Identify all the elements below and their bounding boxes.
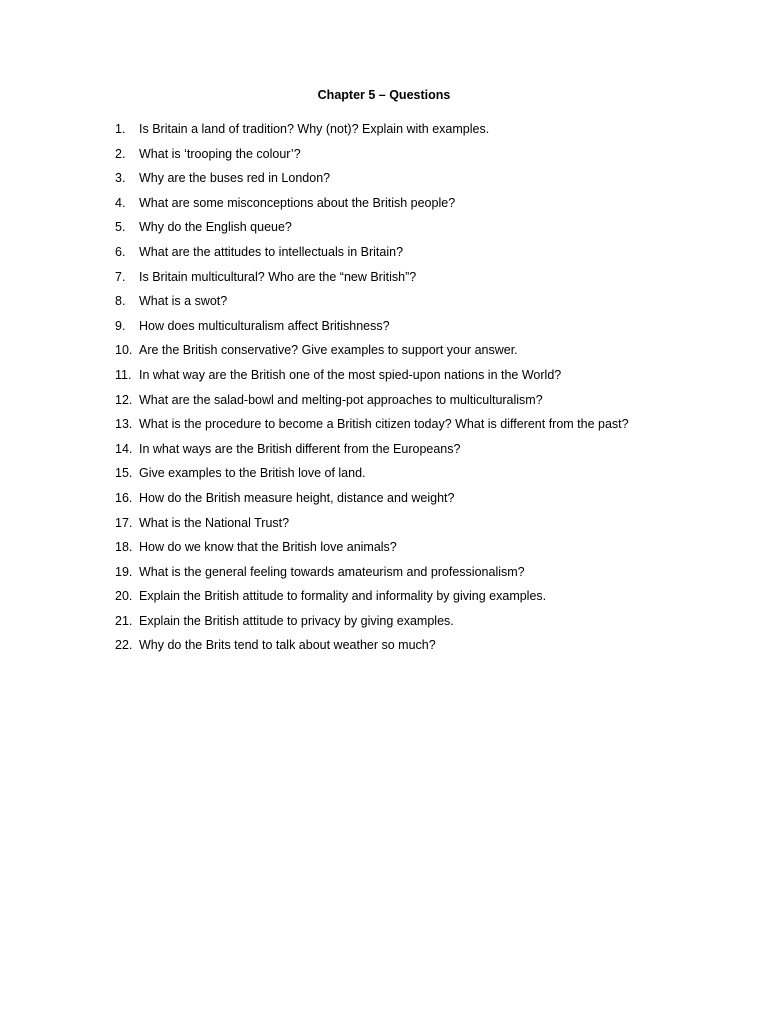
question-number: 11. bbox=[115, 367, 132, 382]
list-item bbox=[115, 441, 715, 466]
list-item bbox=[115, 121, 715, 146]
question-text: What are the salad-bowl and melting-pot approaches to multiculturalism? bbox=[139, 392, 543, 407]
question-text: Are the British conservative? Give examples to support your answer. bbox=[139, 343, 518, 358]
question-number: 7. bbox=[115, 269, 126, 284]
list-item bbox=[115, 244, 715, 269]
list-item bbox=[115, 318, 715, 343]
list-item bbox=[115, 613, 715, 638]
question-number: 8. bbox=[115, 294, 126, 309]
question-text: What is a swot? bbox=[139, 294, 228, 309]
list-item bbox=[115, 293, 715, 318]
question-text: What are the attitudes to intellectuals in Britain? bbox=[139, 244, 404, 259]
question-number: 20. bbox=[115, 589, 133, 604]
question-number: 19. bbox=[115, 564, 133, 579]
list-item bbox=[115, 146, 715, 171]
question-text: Explain the British attitude to formality and informality by giving examples. bbox=[139, 589, 547, 604]
question-number: 18. bbox=[115, 540, 133, 555]
question-text: In what ways are the British different from the Europeans? bbox=[139, 441, 461, 456]
question-text: Is Britain a land of tradition? Why (not)? Explain with examples. bbox=[139, 122, 490, 136]
question-number: 17. bbox=[115, 515, 133, 530]
question-text: How does multiculturalism affect Britishness? bbox=[139, 318, 390, 333]
question-text: Is Britain multicultural? Who are the “new British”? bbox=[139, 269, 417, 284]
question-text: What is the National Trust? bbox=[139, 515, 290, 530]
question-number: 5. bbox=[115, 220, 126, 235]
list-item bbox=[115, 195, 715, 220]
question-text: What is the general feeling towards amateurism and professionalism? bbox=[139, 564, 525, 579]
list-item bbox=[115, 588, 715, 613]
question-number: 16. bbox=[115, 490, 133, 505]
question-number: 4. bbox=[115, 195, 126, 210]
list-item bbox=[115, 515, 715, 540]
list-item bbox=[115, 416, 715, 441]
question-text: How do the British measure height, distance and weight? bbox=[139, 490, 455, 505]
list-item bbox=[115, 392, 715, 417]
question-list bbox=[115, 121, 715, 662]
question-text: Why do the English queue? bbox=[139, 220, 292, 235]
question-number: 2. bbox=[115, 146, 126, 161]
page-title: Chapter 5 – Questions bbox=[317, 88, 451, 102]
question-number: 9. bbox=[115, 318, 126, 333]
question-text: How do we know that the British love animals? bbox=[139, 540, 397, 555]
list-item bbox=[115, 539, 715, 564]
list-item bbox=[115, 219, 715, 244]
question-number: 14. bbox=[115, 441, 133, 456]
list-item bbox=[115, 637, 715, 662]
question-number: 13. bbox=[115, 417, 133, 432]
question-text: Why are the buses red in London? bbox=[139, 171, 331, 186]
list-item bbox=[115, 269, 715, 294]
question-text: Give examples to the British love of land. bbox=[139, 466, 366, 481]
list-item bbox=[115, 490, 715, 515]
question-number: 12. bbox=[115, 392, 133, 407]
list-item bbox=[115, 564, 715, 589]
question-number: 15. bbox=[115, 466, 133, 481]
list-item bbox=[115, 465, 715, 490]
question-number: 1. bbox=[115, 122, 126, 136]
question-number: 21. bbox=[115, 613, 133, 628]
list-item bbox=[115, 367, 715, 392]
question-text: What are some misconceptions about the British people? bbox=[139, 195, 456, 210]
question-text: Explain the British attitude to privacy by giving examples. bbox=[139, 613, 454, 628]
question-number: 22. bbox=[115, 638, 133, 653]
question-text: Why do the Brits tend to talk about weather so much? bbox=[139, 638, 436, 653]
list-item bbox=[115, 170, 715, 195]
list-item bbox=[115, 342, 715, 367]
question-text: What is ‘trooping the colour’? bbox=[139, 146, 301, 161]
question-number: 3. bbox=[115, 171, 126, 186]
question-number: 10. bbox=[115, 343, 133, 358]
question-text: What is the procedure to become a British citizen today? What is different from the past? bbox=[139, 417, 629, 432]
question-number: 6. bbox=[115, 244, 126, 259]
question-text: In what way are the British one of the most spied-upon nations in the World? bbox=[139, 367, 562, 382]
